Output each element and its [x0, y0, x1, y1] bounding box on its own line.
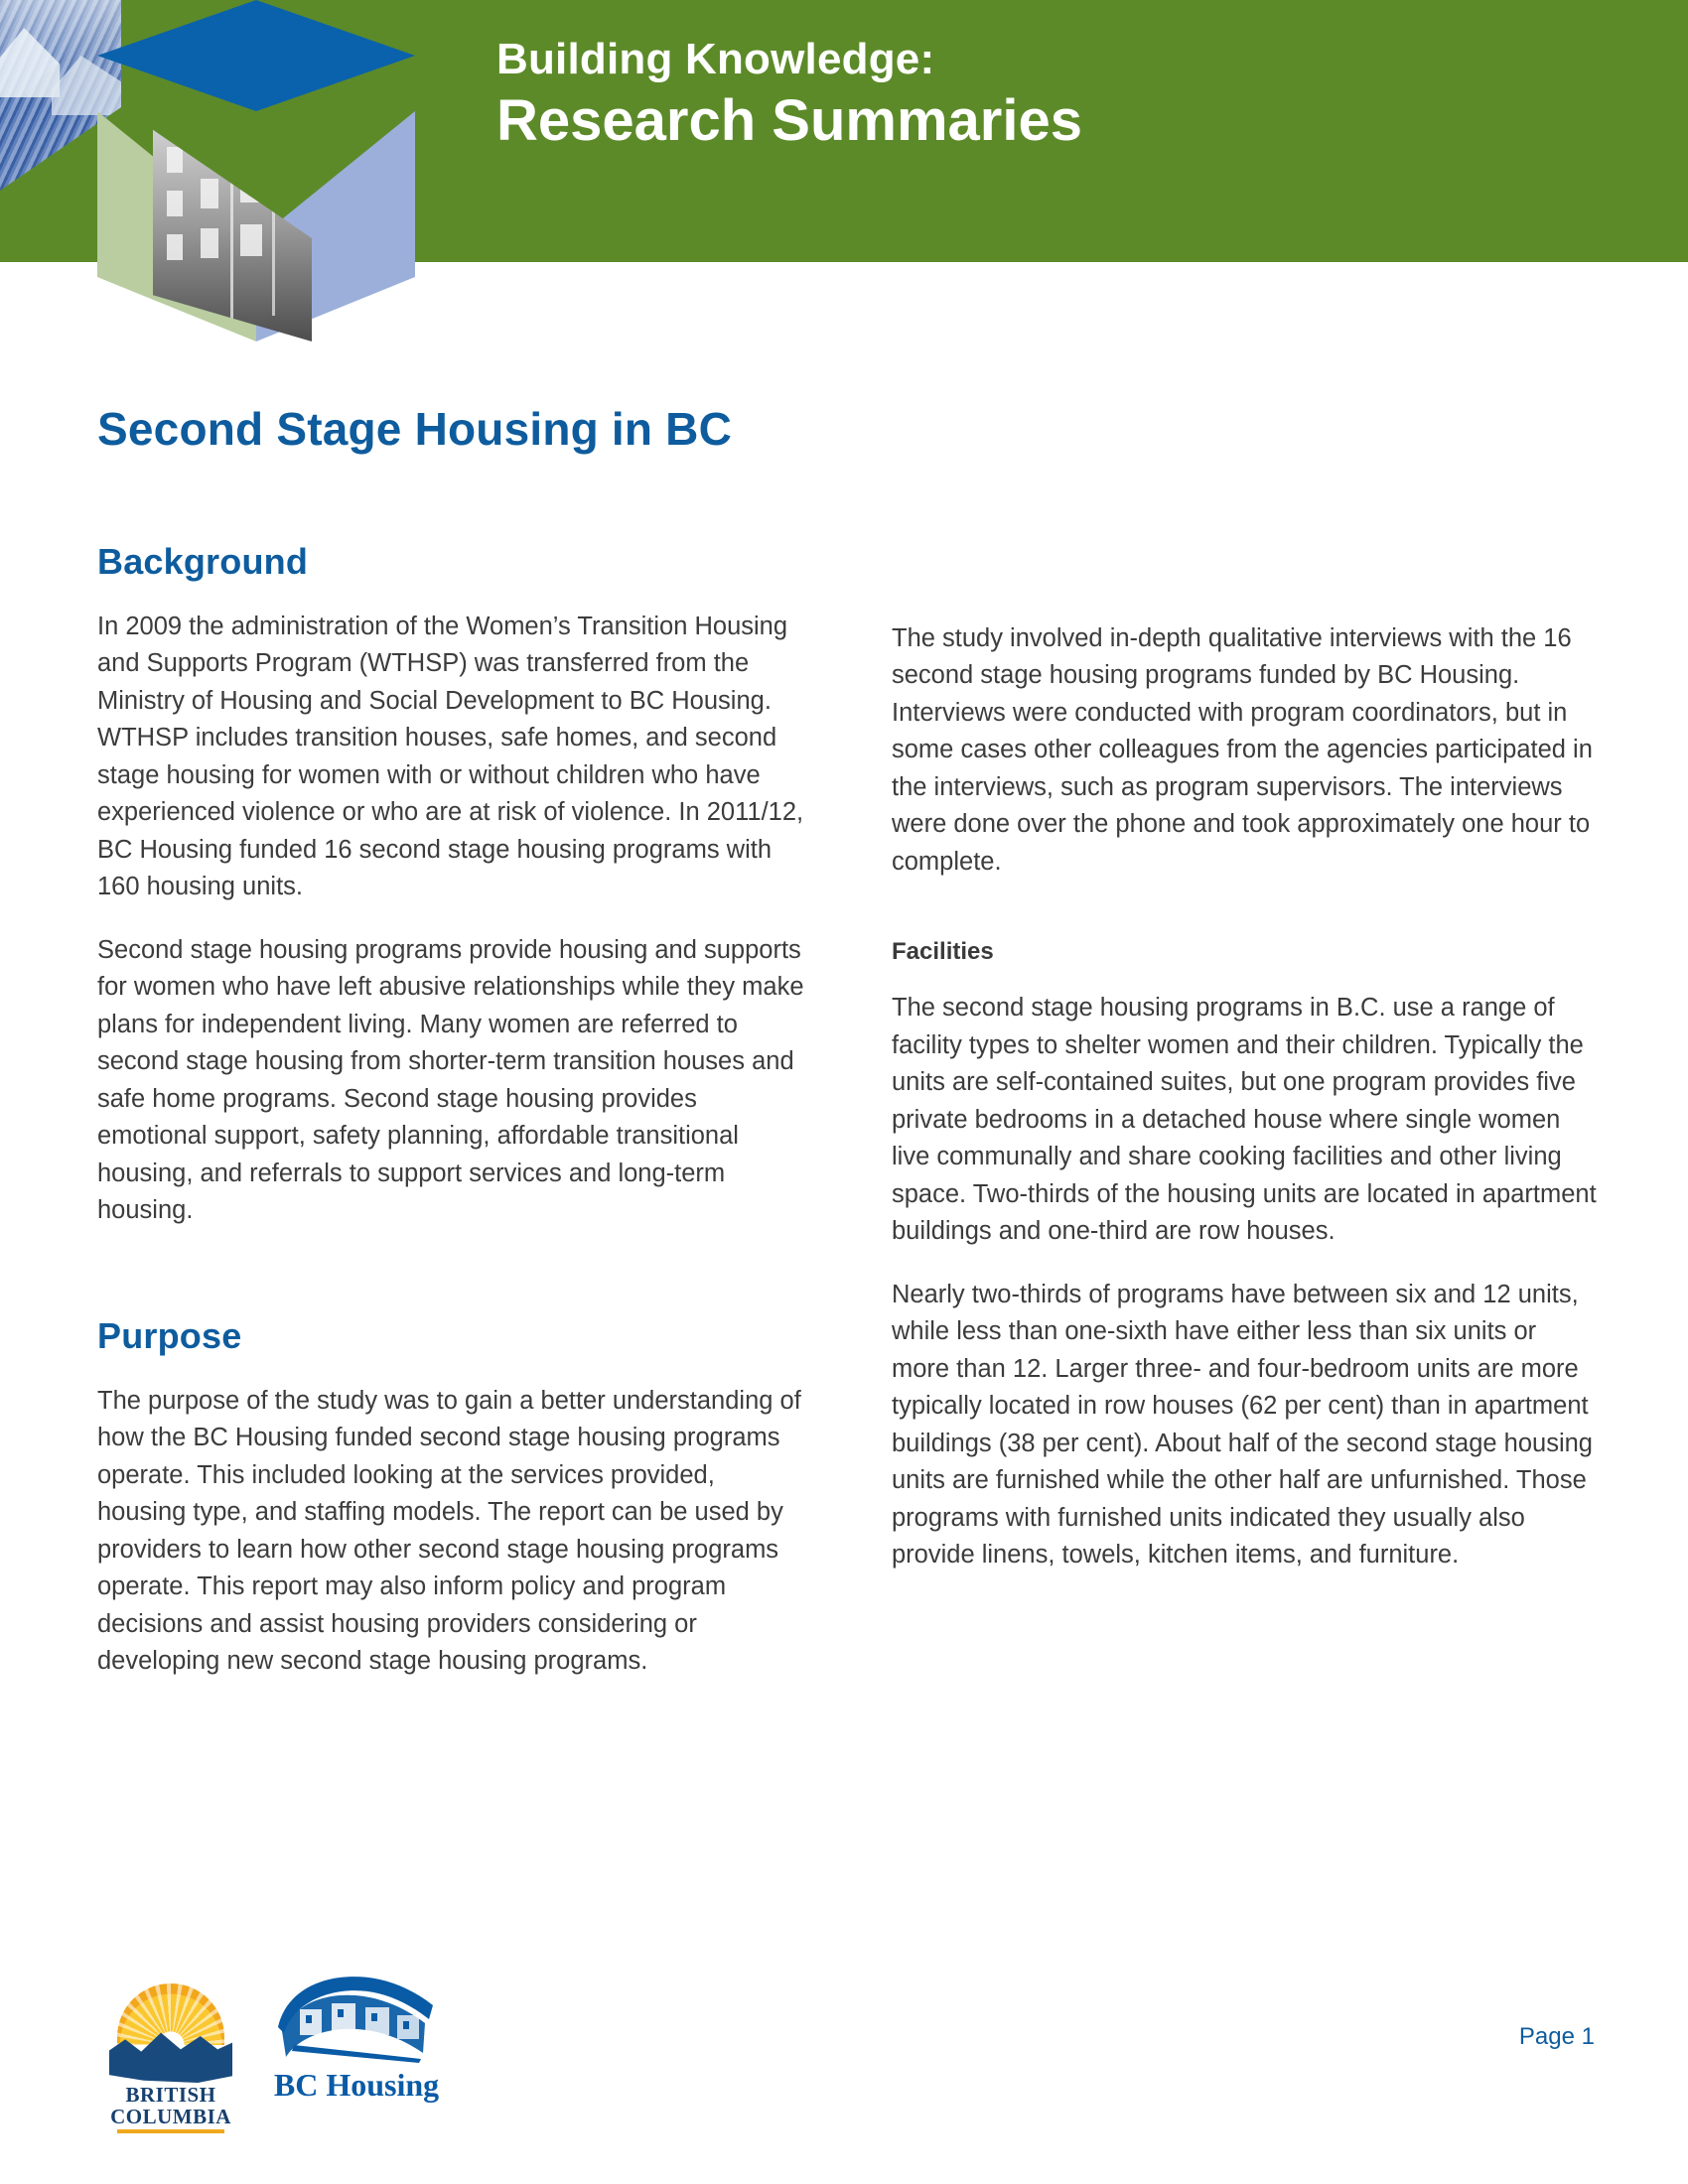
bc-logo-gold-rule — [117, 2129, 224, 2133]
sun-icon — [117, 1983, 224, 2045]
bc-housing-buildings-icon — [274, 1976, 439, 2063]
bc-logo-word-british: BRITISH — [125, 2083, 216, 2107]
page-title: Second Stage Housing in BC — [97, 403, 733, 455]
page-number: Page 1 — [1518, 2023, 1595, 2050]
right-column — [892, 541, 1599, 1706]
purpose-section — [97, 1315, 804, 1681]
isometric-cube-graphic — [97, 0, 415, 341]
content-columns — [97, 541, 1599, 1706]
photo-window — [167, 147, 183, 173]
facilities-paragraph-2: Nearly two-thirds of programs have between six and 12 units, while less than one-sixth have either less than six units or more than 12. Larger three- and four-bedroom units are more typically located in row houses (62 per cent) than in apartment buildings (38 per cent). About half of the second stage housing units are furnished while the other half are unfurnished. Those programs with furnished units indicated they usually also provide linens, towels, kitchen items, and furniture. — [892, 1280, 1593, 1570]
background-paragraph-2: Second stage housing programs provide housing and supports for women who have left abusive relationships while they make plans for independent living. Many women are referred to second stage housing from shorter-term transition houses and safe home programs. Second stage housing provides emotional support, safety planning, affordable transitional housing, and referrals to support services and long-term housing. — [97, 935, 804, 1225]
subsection-heading-facilities: Facilities — [892, 938, 994, 966]
page-footer — [0, 1956, 1688, 2184]
header-title-line2: Research Summaries — [496, 87, 1082, 153]
facilities-paragraph-1: The second stage housing programs in B.C. use a range of facility types to shelter women and their children. Typically the units are self-contained suites, but one program provides five private bedrooms in a detached house where single women live communally and share cooking facilities and other living space. Two-thirds of the housing units are located in apartment buildings and one-third are row houses. — [892, 994, 1597, 1246]
photo-window — [167, 234, 183, 260]
photo-window — [240, 171, 262, 203]
photo-window — [201, 131, 218, 161]
photo-window — [201, 228, 218, 258]
section-heading-background: Background — [97, 541, 309, 582]
bc-housing-logo — [262, 1976, 451, 2115]
photo-window — [240, 119, 262, 151]
background-paragraph-1: In 2009 the administration of the Women’s Transition Housing and Supports Program (WTHSP) was transferred from the Ministry of Housing and Social Development to BC Housing. WTHSP includes transition houses, safe homes, and second stage housing for women with or without children who have experienced violence or who are at risk of violence. In 2011/12, BC Housing funded 16 second stage housing programs with 160 housing units. — [97, 613, 804, 901]
purpose-paragraph: The purpose of the study was to gain a better understanding of how the BC Housing funded second stage housing programs operate. This included looking at the services provided, housing type, and staffing models. The report can be used by providers to learn how other second stage housing programs operate. This report may also inform policy and program decisions and assist housing providers considering or developing new second stage housing programs. — [97, 1386, 801, 1676]
section-heading-purpose: Purpose — [97, 1314, 242, 1356]
photo-window — [201, 179, 218, 208]
bc-logo-word-columbia: COLUMBIA — [110, 2105, 231, 2128]
header-title-block — [496, 34, 1082, 154]
british-columbia-logo — [103, 1978, 238, 2128]
bc-housing-wordmark: BC Housing — [273, 2067, 440, 2103]
photo-window — [240, 224, 262, 256]
study-paragraph: The study involved in-depth qualitative interviews with the 16 second stage housing programs funded by BC Housing. Interviews were conducted with program coordinators, but in some cases other colleagues from the agencies participated in the interviews, such as program supervisors. The interviews were done over the phone and took approximately one hour to complete. — [892, 624, 1593, 876]
header-title-line1: Building Knowledge: — [496, 35, 935, 83]
photo-pole-1 — [230, 93, 233, 322]
photo-pole-2 — [272, 107, 275, 316]
left-column — [97, 541, 804, 1706]
photo-window — [167, 191, 183, 216]
